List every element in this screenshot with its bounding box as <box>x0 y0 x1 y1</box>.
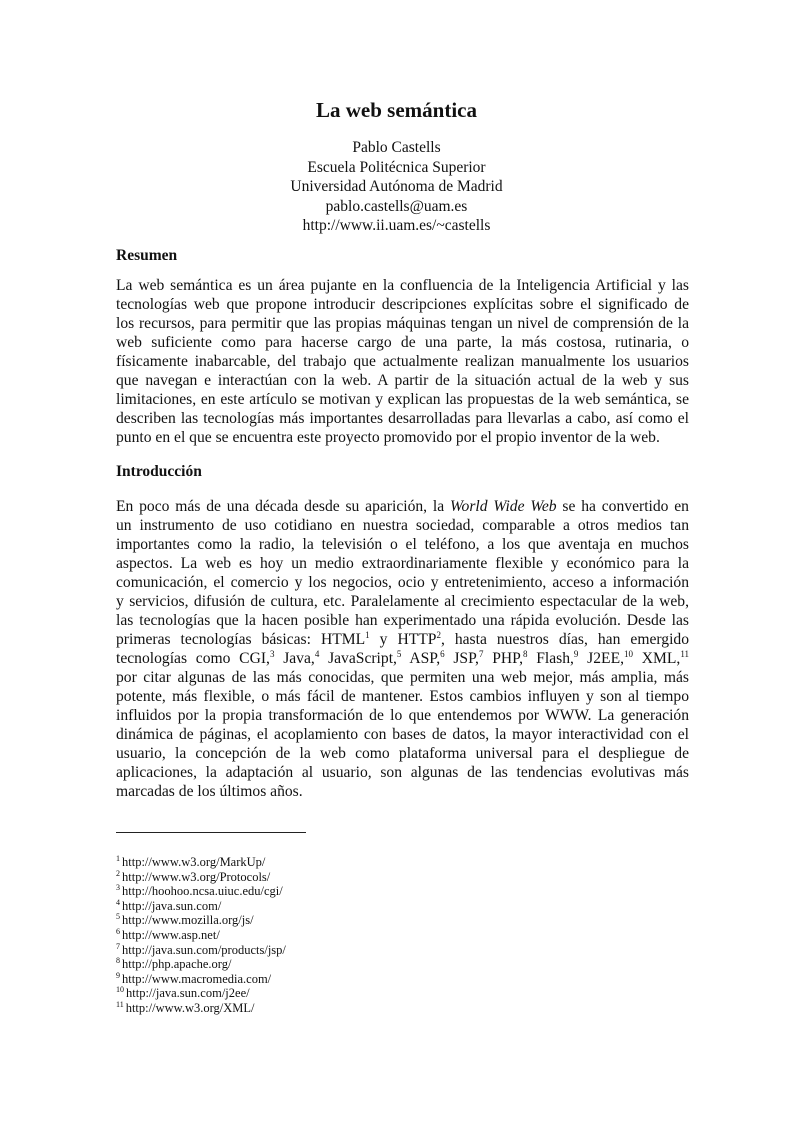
footnote-item <box>116 928 286 943</box>
footnote-item <box>116 899 286 914</box>
abstract-line: los recursos, para permitir que las propias máquinas tengan un nivel de comprensión de la <box>116 315 689 332</box>
footnote-link[interactable]: http://java.sun.com/products/jsp/ <box>122 942 286 957</box>
intro-text: Flash, <box>527 650 574 667</box>
intro-text: JavaScript, <box>319 650 397 667</box>
intro-line: aplicaciones, la adaptación al usuario, son algunas de las tendencias evolutivas más <box>116 764 689 781</box>
footnote-ref[interactable]: 10 <box>624 649 633 659</box>
author-school: Escuela Politécnica Superior <box>307 158 486 176</box>
footnote-number: 11 <box>116 999 124 1009</box>
footnote-divider <box>116 832 306 833</box>
intro-text: Java, <box>274 650 315 667</box>
footnote-number: 7 <box>116 941 120 951</box>
abstract-line: físicamente inabarcable, del trabajo que actualmente realizan manualmente los usuarios <box>116 353 689 370</box>
intro-line <box>116 497 689 516</box>
footnote-number: 6 <box>116 926 120 936</box>
footnote-link[interactable]: http://java.sun.com/j2ee/ <box>126 986 250 1001</box>
intro-line: las tecnologías que la hacen posible han experimentado una rápida evolución. Desde las <box>116 612 689 629</box>
footnote-item <box>116 855 286 870</box>
footnote-link[interactable]: http://java.sun.com/ <box>122 898 222 913</box>
intro-line: potente, más flexible, o más fácil de mantener. Estos cambios influyen y son al tiempo <box>116 688 689 705</box>
author-block <box>0 138 793 236</box>
footnote-ref[interactable]: 5 <box>396 649 402 659</box>
abstract-heading: Resumen <box>116 247 178 264</box>
intro-text: PHP, <box>483 650 523 667</box>
footnote-link[interactable]: http://php.apache.org/ <box>122 957 232 972</box>
intro-line: dinámica de páginas, el acoplamiento con bases de datos, la mayor interactividad con el <box>116 726 689 743</box>
introduction-paragraph <box>116 497 689 801</box>
intro-text: En poco más de una década desde su aparición, la <box>116 498 450 515</box>
abstract-line: que navegan e interactúan con la web. A partir de la situación actual de la web y sus <box>116 372 689 389</box>
intro-line: marcadas de los últimos años. <box>116 783 303 800</box>
footnote-number: 3 <box>116 883 120 893</box>
intro-text: J2EE, <box>578 650 624 667</box>
footnote-link[interactable]: http://www.w3.org/MarkUp/ <box>122 855 266 869</box>
footnote-item <box>116 1001 286 1016</box>
intro-line <box>116 630 689 649</box>
author-university: Universidad Autónoma de Madrid <box>290 178 503 195</box>
footnote-link[interactable]: http://www.w3.org/XML/ <box>125 1000 255 1015</box>
footnote-item <box>116 957 286 972</box>
intro-text: JSP, <box>444 650 479 667</box>
abstract-paragraph <box>116 276 689 447</box>
intro-line: comunicación, el comercio y los negocios, ocio y entretenimiento, acceso a información <box>116 574 689 591</box>
intro-text: primeras tecnologías básicas: HTML <box>116 631 366 648</box>
abstract-line: punto en el que se encuentra este proyecto promovido por el propio inventor de la web. <box>116 429 660 446</box>
intro-line: importantes como la radio, la televisión o el teléfono, a los que aventaja en muchos <box>116 536 689 553</box>
footnote-item <box>116 884 286 899</box>
intro-line: un instrumento de uso cotidiano en nuestra sociedad, comparable a otros medios tan <box>116 517 689 534</box>
intro-emphasis: World Wide Web <box>449 498 557 515</box>
intro-line: aspectos. La web es hoy un medio extraordinariamente flexible y económico para la <box>116 555 689 572</box>
abstract-line: limitaciones, en este artículo se motivan y explican las propuestas de la web semántica, se <box>116 391 689 408</box>
footnotes-list <box>116 855 286 1016</box>
footnote-link[interactable]: http://www.mozilla.org/js/ <box>122 913 254 928</box>
footnote-ref[interactable]: 7 <box>478 649 484 659</box>
footnote-ref[interactable]: 4 <box>314 649 320 659</box>
intro-line: influidos por la propia transformación de lo que entendemos por WWW. La generación <box>116 707 689 724</box>
footnote-ref[interactable]: 2 <box>436 630 441 640</box>
footnote-ref[interactable]: 3 <box>269 649 275 659</box>
abstract-line: web suficiente como para hacerse cargo de una parte, la más costosa, rutinaria, o <box>116 334 689 351</box>
author-email[interactable]: pablo.castells@uam.es <box>325 197 468 215</box>
intro-text: se ha convertido en <box>556 498 689 515</box>
intro-text: ASP, <box>401 650 441 667</box>
footnote-number: 5 <box>116 912 120 922</box>
footnote-number: 10 <box>116 985 124 995</box>
footnote-ref[interactable]: 6 <box>440 649 445 659</box>
footnote-item <box>116 913 286 928</box>
footnote-link[interactable]: http://www.asp.net/ <box>122 927 220 942</box>
footnote-link[interactable]: http://www.macromedia.com/ <box>122 971 272 986</box>
paper-title: La web semántica <box>316 98 477 122</box>
footnote-number: 2 <box>116 868 120 878</box>
footnote-number: 9 <box>116 970 120 980</box>
author-url[interactable]: http://www.ii.uam.es/~castells <box>302 217 491 234</box>
intro-line: por citar algunas de las más conocidas, que permiten una web mejor, más amplia, más <box>116 669 689 686</box>
footnote-number: 4 <box>116 897 120 907</box>
footnote-item <box>116 870 286 885</box>
footnote-item <box>116 986 286 1001</box>
footnote-number: 1 <box>116 854 120 863</box>
introduction-heading: Introducción <box>116 463 202 480</box>
footnote-item <box>116 943 286 958</box>
intro-line: y servicios, difusión de cultura, etc. Paralelamente al crecimiento espectacular de la web, <box>116 593 689 610</box>
intro-line <box>116 649 689 668</box>
intro-text: XML, <box>633 650 681 667</box>
intro-text: , hasta nuestros días, han emergido <box>440 631 690 648</box>
abstract-line: La web semántica es un área pujante en la confluencia de la Inteligencia Artificial y las <box>116 277 689 294</box>
intro-text: y HTTP <box>369 631 437 648</box>
abstract-line: describen las tecnologías más importantes desarrolladas para llevarlas a cabo, así como el <box>116 410 689 427</box>
footnote-link[interactable]: http://hoohoo.ncsa.uiuc.edu/cgi/ <box>122 884 283 899</box>
footnote-ref[interactable]: 1 <box>365 630 370 640</box>
intro-text: tecnologías como CGI, <box>116 650 270 667</box>
footnote-number: 8 <box>116 956 120 966</box>
footnote-item <box>116 972 286 987</box>
footnote-ref[interactable]: 8 <box>522 649 528 659</box>
intro-line: usuario, la concepción de la web como plataforma universal para el despliegue de <box>116 745 689 762</box>
footnote-ref[interactable]: 11 <box>680 649 689 659</box>
abstract-line: tecnologías web que propone introducir descripciones explícitas sobre el significado de <box>116 296 689 313</box>
author-name: Pablo Castells <box>352 139 441 156</box>
footnote-ref[interactable]: 9 <box>573 649 579 659</box>
footnote-link[interactable]: http://www.w3.org/Protocols/ <box>122 869 271 884</box>
